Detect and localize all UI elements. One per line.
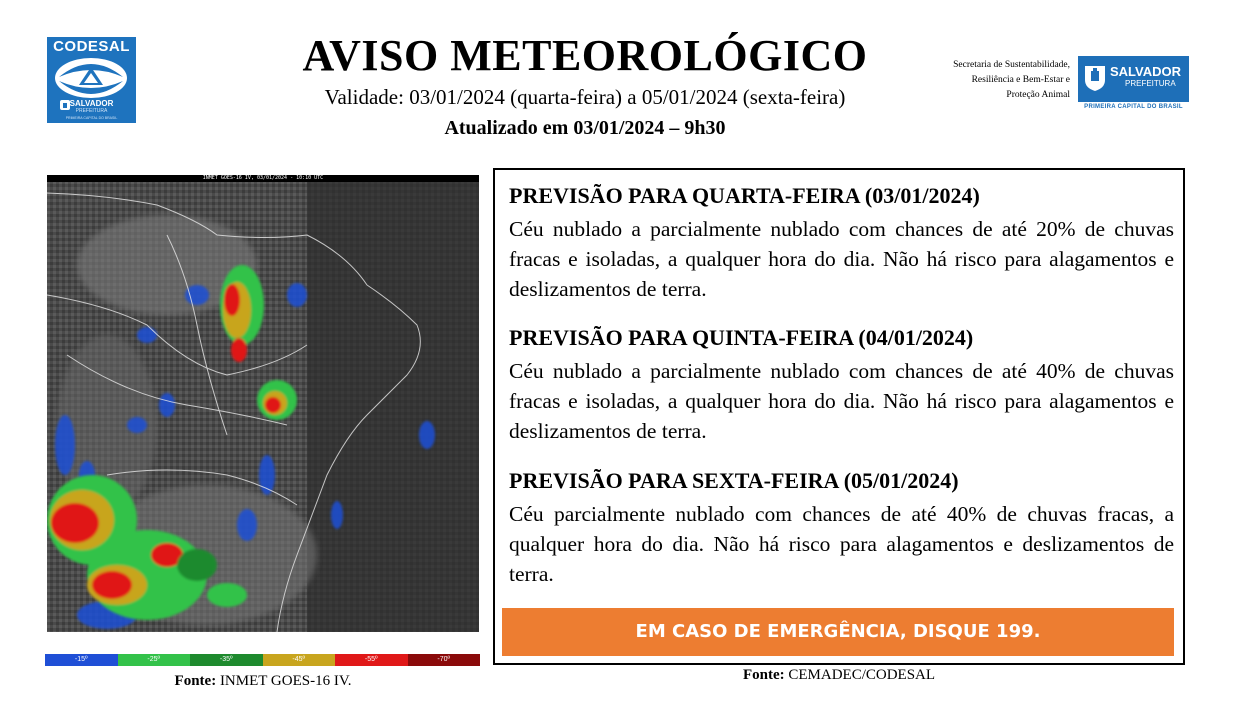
scale-step: -35º	[190, 654, 263, 666]
forecast-wednesday	[509, 182, 1174, 304]
forecast-heading: PREVISÃO PARA SEXTA-FEIRA (05/01/2024)	[509, 468, 959, 493]
secretaria-line-2: Resiliência e Bem-Estar e	[971, 75, 1070, 85]
forecast-source	[493, 667, 1185, 684]
secretaria-line-3: Proteção Animal	[1006, 90, 1070, 100]
forecast-text: Céu parcialmente nublado com chances de até 40% de chuvas fracas, a qualquer hora do dia. Não há risco para alagamentos e deslizamentos de terra.	[509, 502, 1174, 586]
scale-step: -25º	[118, 654, 191, 666]
validity-line: Validade: 03/01/2024 (quarta-feira) a 05/01/2024 (sexta-feira)	[324, 85, 846, 109]
codesal-logo-sub: PREFEITURA	[75, 108, 108, 114]
secretaria-text	[920, 58, 1070, 103]
codesal-logo-tagline: PRIMEIRA CAPITAL DO BRASIL	[65, 116, 118, 120]
forecast-thursday	[509, 324, 1174, 446]
codesal-logo	[47, 37, 136, 123]
forecast-box	[493, 168, 1185, 665]
codesal-logo-word: CODESAL	[53, 38, 130, 55]
forecast-source-value: CEMADEC/CODESAL	[788, 667, 936, 683]
emergency-banner: EM CASO DE EMERGÊNCIA, DISQUE 199.	[502, 608, 1174, 656]
forecast-heading: PREVISÃO PARA QUINTA-FEIRA (04/01/2024)	[509, 325, 974, 350]
satellite-map	[47, 175, 479, 632]
salvador-logo-word: SALVADOR	[1110, 64, 1182, 79]
salvador-logo-tagline: PRIMEIRA CAPITAL DO BRASIL	[1084, 104, 1183, 110]
scale-step: -55º	[335, 654, 408, 666]
codesal-logo-city: SALVADOR	[69, 99, 114, 108]
salvador-logo-tag-wrap	[1078, 56, 1189, 116]
forecast-text: Céu nublado a parcialmente nublado com chances de até 20% de chuvas fracas e isoladas, a qualquer hora do dia. Não há risco para alagamentos e deslizamentos de terra.	[509, 217, 1174, 301]
forecast-friday	[509, 467, 1174, 589]
secretaria-line-1: Secretaria de Sustentabilidade,	[953, 60, 1070, 70]
temperature-scale	[45, 654, 480, 666]
forecast-heading: PREVISÃO PARA QUARTA-FEIRA (03/01/2024)	[509, 183, 980, 208]
codesal-emblem-icon	[47, 55, 136, 101]
forecast-text: Céu nublado a parcialmente nublado com chances de até 40% de chuvas fracas e isoladas, a qualquer hora do dia. Não há risco para alagamentos e deslizamentos de terra.	[509, 359, 1174, 443]
scale-step: -70º	[408, 654, 481, 666]
updated-line: Atualizado em 03/01/2024 – 9h30	[444, 117, 726, 139]
satellite-source	[47, 673, 479, 690]
scale-step: -15º	[45, 654, 118, 666]
satellite-source-label: Fonte:	[174, 673, 217, 689]
scale-step: -45º	[263, 654, 336, 666]
satellite-image	[47, 175, 479, 632]
salvador-logo-sub: PREFEITURA	[1125, 79, 1176, 88]
forecast-source-label: Fonte:	[742, 667, 785, 683]
satellite-banner: INMET GOES-16 IV, 03/01/2024 - 10:10 UTC	[47, 175, 479, 182]
satellite-source-value: INMET GOES-16 IV.	[219, 673, 352, 689]
page-title: AVISO METEOROLÓGICO	[302, 31, 868, 80]
